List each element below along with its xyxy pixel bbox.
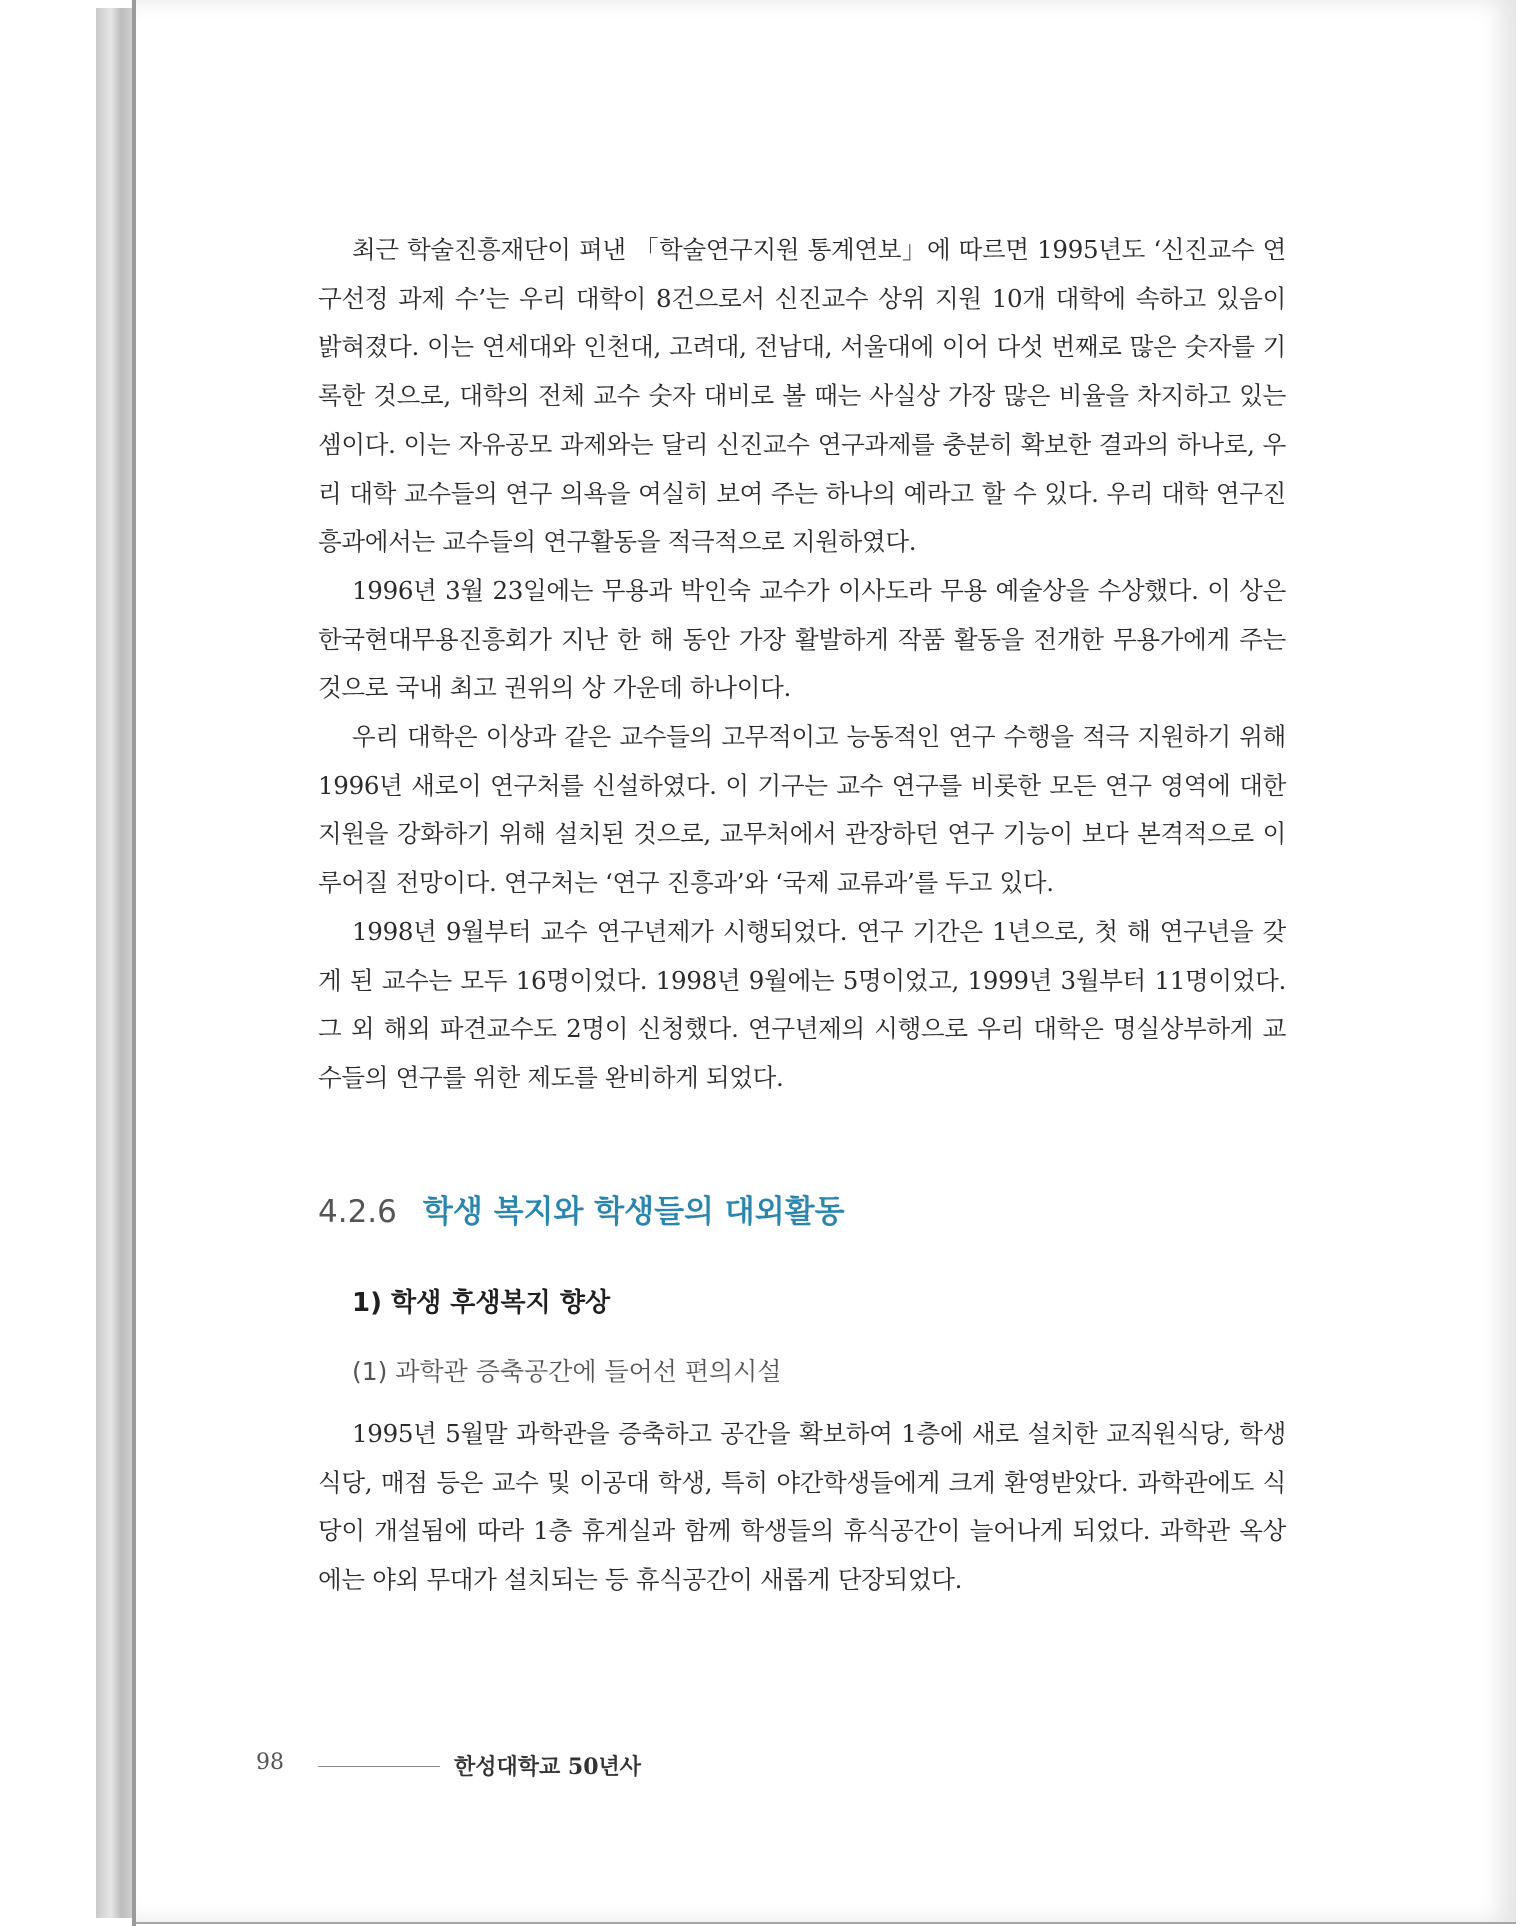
paragraph-sabbatical: 1998년 9월부터 교수 연구년제가 시행되었다. 연구 기간은 1년으로, 첫 해 연구년을 갖게 된 교수는 모두 16명이었다. 1998년 9월에는 5명이었고, 1999년 3월부터 11명이었다. 그 외 해외 파견교수도 2명이 신청했다. 연구년제의 시행으로 우리 대학은 명실상부하게 교수들의 연구를 위한 제도를 완비하게 되었다. xyxy=(318,916,1286,1092)
subsection-heading: 1) 학생 후생복지 향상 xyxy=(352,1288,611,1318)
page-number: 98 xyxy=(256,1750,284,1775)
footer-rule xyxy=(318,1766,440,1767)
section-title: 학생 복지와 학생들의 대외활동 xyxy=(422,1194,845,1230)
body-text-bottom xyxy=(318,1410,1286,1605)
section-number: 4.2.6 xyxy=(318,1194,397,1230)
footer-book-title: 한성대학교 50년사 xyxy=(454,1754,642,1780)
paragraph-science-hall: 1995년 5월말 과학관을 증축하고 공간을 확보하여 1층에 새로 설치한 교직원식당, 학생식당, 매점 등은 교수 및 이공대 학생, 특히 야간학생들에게 크게 환영받았다. 과학관에도 식당이 개설됨에 따라 1층 휴게실과 함께 학생들의 휴식공간이 늘어나게 되었다. 과학관 옥상에는 야외 무대가 설치되는 등 휴식공간이 새롭게 단장되었다. xyxy=(318,1419,1286,1595)
paragraph-research-grants: 최근 학술진흥재단이 펴낸 「학술연구지원 통계연보」에 따르면 1995년도 ‘신진교수 연구선정 과제 수’는 우리 대학이 8건으로서 신진교수 상위 지원 10개 대학에 속하고 있음이 밝혀졌다. 이는 연세대와 인천대, 고려대, 전남대, 서울대에 이어 다섯 번째로 많은 숫자를 기록한 것으로, 대학의 전체 교수 숫자 대비로 볼 때는 사실상 가장 많은 비율을 차지하고 있는 셈이다. 이는 자유공모 과제와는 달리 신진교수 연구과제를 충분히 확보한 결과의 하나로, 우리 대학 교수들의 연구 의욕을 여실히 보여 주는 하나의 예라고 할 수 있다. 우리 대학 연구진흥과에서는 교수들의 연구활동을 적극적으로 지원하였다. xyxy=(318,235,1286,557)
subsubsection-heading: (1) 과학관 증축공간에 들어선 편의시설 xyxy=(352,1357,782,1386)
body-text-top xyxy=(318,226,1286,1103)
paragraph-research-office: 우리 대학은 이상과 같은 교수들의 고무적이고 능동적인 연구 수행을 적극 지원하기 위해 1996년 새로이 연구처를 신설하였다. 이 기구는 교수 연구를 비롯한 모든 연구 영역에 대한 지원을 강화하기 위해 설치된 것으로, 교무처에서 관장하던 연구 기능이 보다 본격적으로 이루어질 전망이다. 연구처는 ‘연구 진흥과’와 ‘국제 교류과’를 두고 있다. xyxy=(318,722,1286,898)
paragraph-dance-award: 1996년 3월 23일에는 무용과 박인숙 교수가 이사도라 무용 예술상을 수상했다. 이 상은 한국현대무용진흥회가 지난 한 해 동안 가장 활발하게 작품 활동을 전개한 무용가에게 주는 것으로 국내 최고 권위의 상 가운데 하나이다. xyxy=(318,575,1286,703)
section-heading xyxy=(318,1186,845,1231)
